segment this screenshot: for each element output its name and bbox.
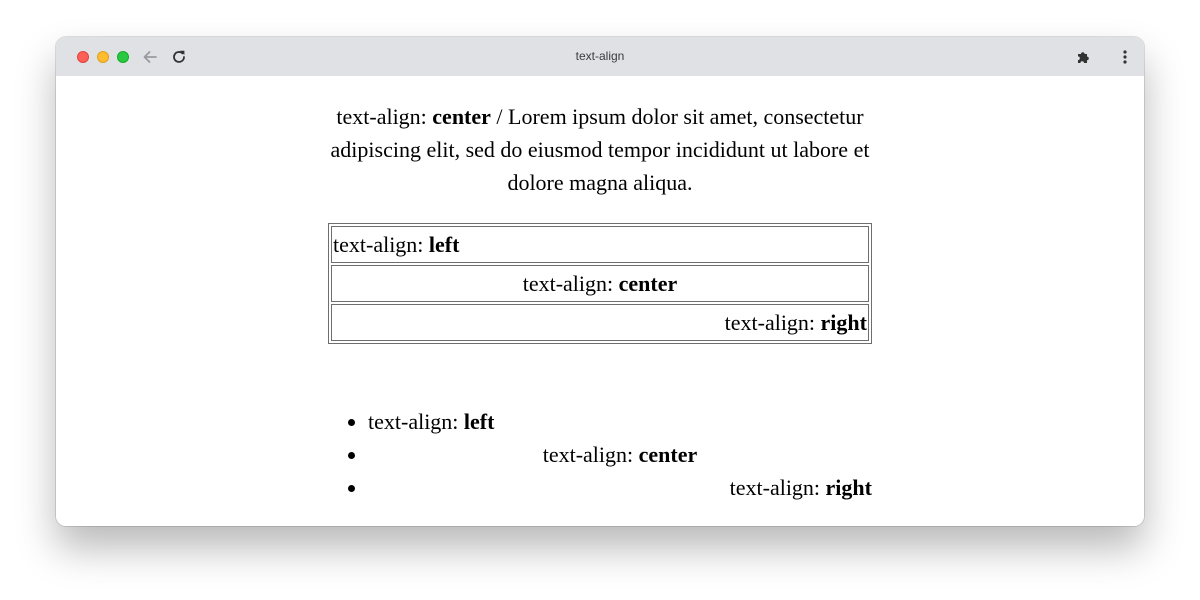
item-prefix: text-align: [729, 475, 826, 500]
paragraph-text: / Lorem ipsum dolor sit amet, consectetur adipiscing elit, sed do eiusmod tempor incididunt ut labore et dolore magna aliqua. [330, 104, 870, 195]
maximize-window-button[interactable] [117, 51, 129, 63]
list-item-left [368, 405, 872, 438]
alignment-table [328, 223, 872, 344]
item-value: left [463, 409, 495, 434]
reload-icon [171, 49, 187, 65]
table-row [331, 304, 869, 341]
centered-paragraph [328, 100, 872, 199]
cell-prefix: text-align: [724, 310, 821, 335]
back-button[interactable] [140, 47, 160, 67]
cell-value: center [618, 271, 678, 296]
cell-prefix: text-align: [522, 271, 619, 296]
minimize-window-button[interactable] [97, 51, 109, 63]
item-prefix: text-align: [368, 409, 464, 434]
puzzle-piece-icon [1076, 49, 1092, 65]
arrow-left-icon [142, 49, 158, 65]
alignment-list [328, 405, 872, 504]
table-cell-right [331, 304, 869, 341]
paragraph-prefix: text-align: [336, 104, 433, 129]
close-window-button[interactable] [77, 51, 89, 63]
table-row [331, 265, 869, 302]
table-cell-left [331, 226, 869, 263]
tab-title: text-align [575, 49, 625, 63]
item-value: right [825, 475, 872, 500]
cell-value: left [428, 232, 460, 257]
browser-window [56, 37, 1144, 526]
list-item-right [368, 471, 872, 504]
list-item-center [368, 438, 872, 471]
extensions-button[interactable] [1074, 47, 1094, 67]
cell-value: right [820, 310, 867, 335]
page-content [56, 76, 1144, 526]
item-prefix: text-align: [542, 442, 639, 467]
table-cell-center [331, 265, 869, 302]
paragraph-value: center [432, 104, 491, 129]
browser-menu-button[interactable] [1115, 47, 1135, 67]
title-bar [56, 37, 1144, 76]
kebab-menu-icon [1117, 49, 1133, 65]
cell-prefix: text-align: [333, 232, 429, 257]
item-value: center [638, 442, 698, 467]
table-row [331, 226, 869, 263]
reload-button[interactable] [169, 47, 189, 67]
